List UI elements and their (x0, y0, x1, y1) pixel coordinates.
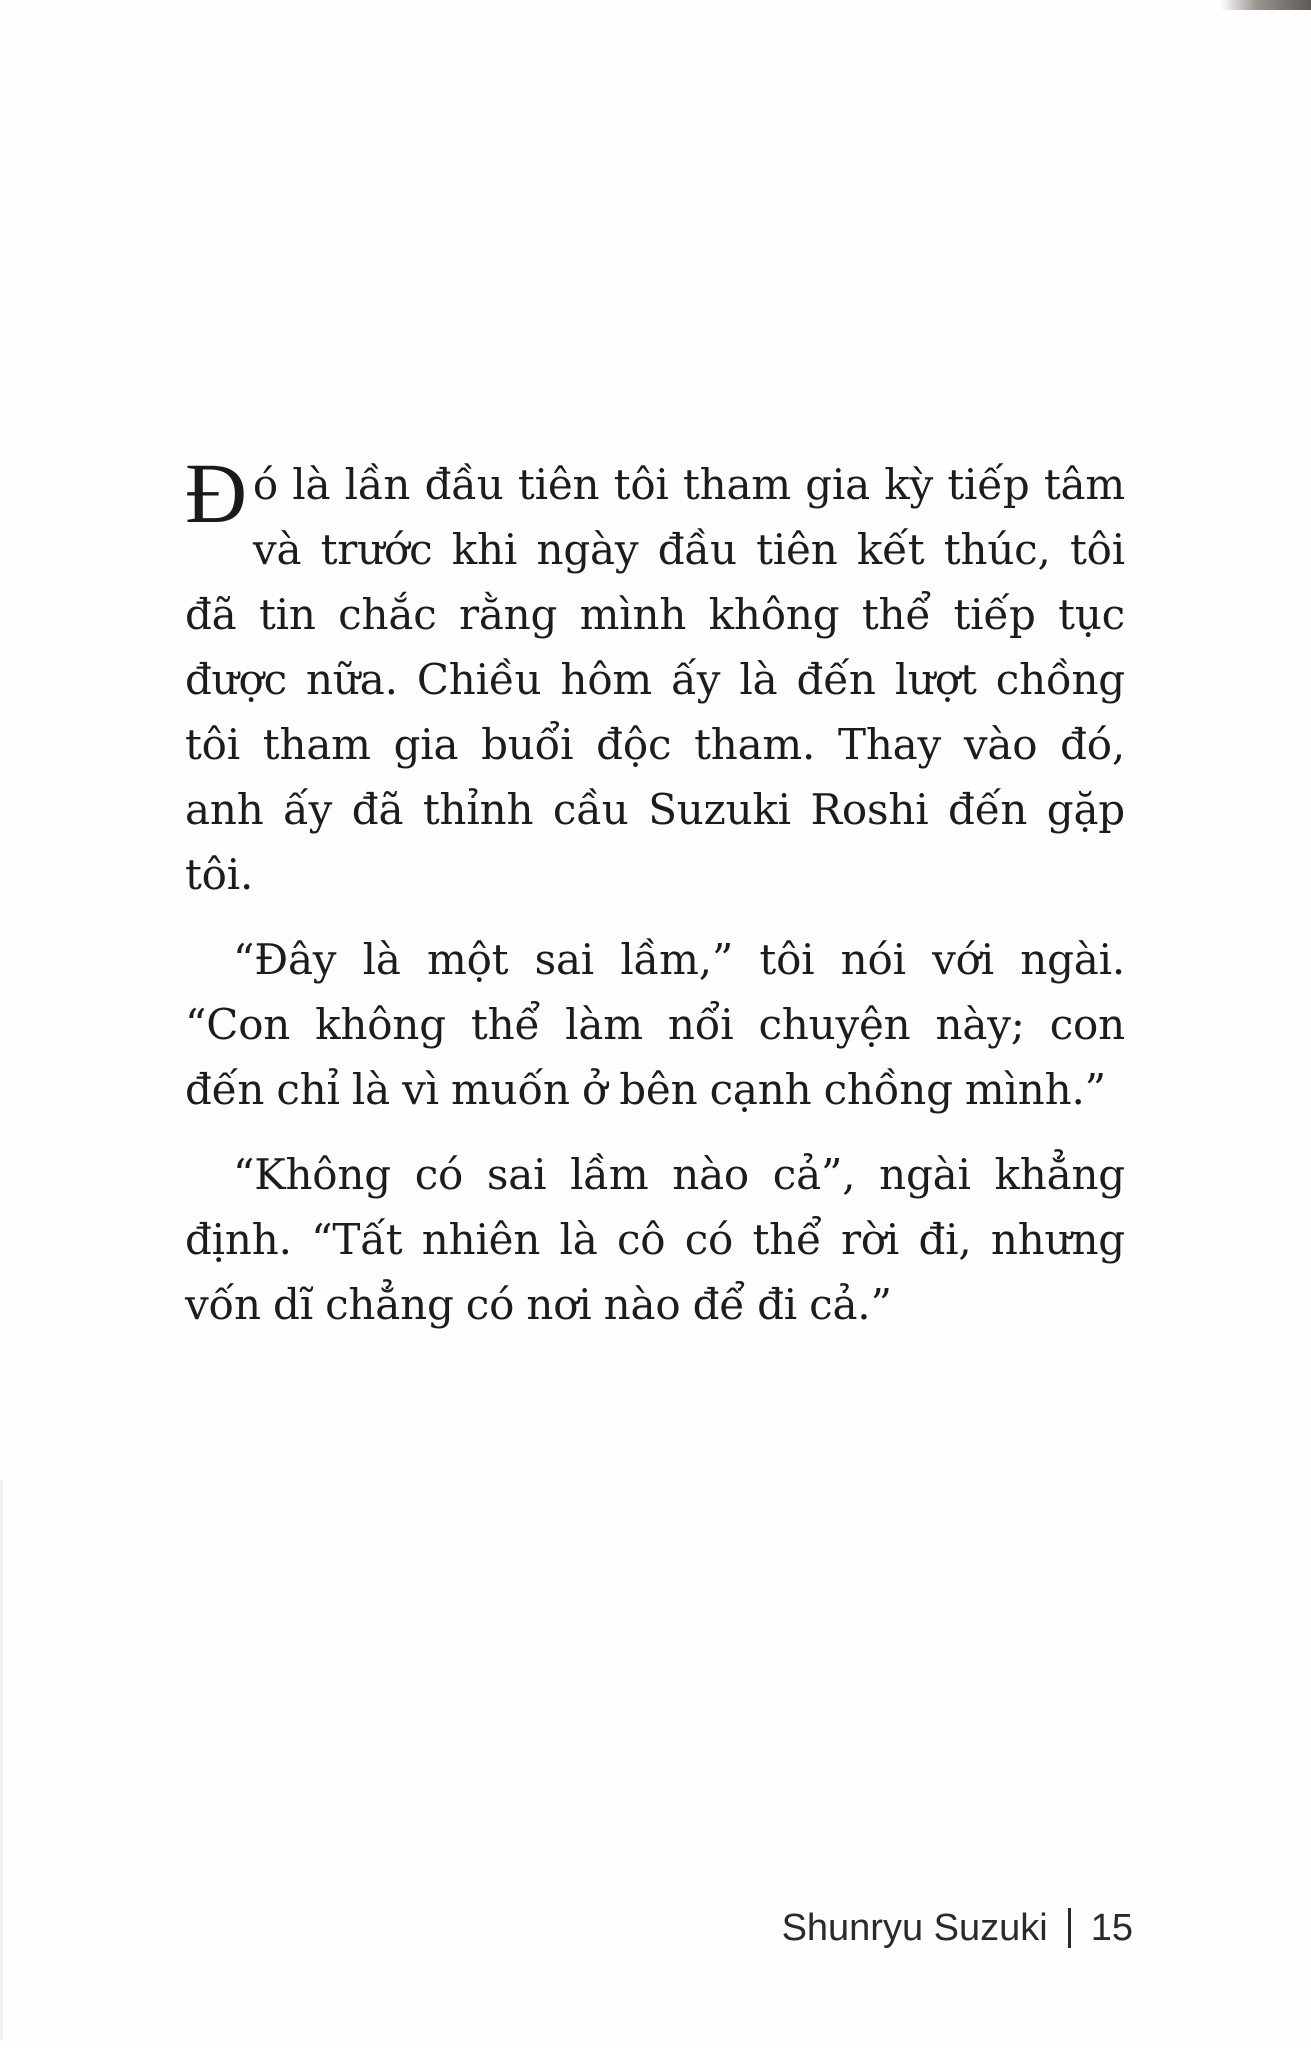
page-footer (782, 1900, 1133, 1956)
drop-cap: Đ (185, 445, 247, 541)
scan-edge-shadow (1221, 0, 1311, 10)
scan-edge-left (0, 1480, 3, 2040)
footer-author: Shunryu Suzuki (781, 1906, 1048, 1949)
paragraph-1 (185, 445, 1125, 907)
paragraph-1-text: ó là lần đầu tiên tôi tham gia kỳ tiếp tâm và trước khi ngày đầu tiên kết thúc, tôi đã tin chắc rằng mình không thể tiếp tục được nữa. Chiều hôm ấy là đến lượt chồng tôi tham gia buổi độc tham. Thay vào đó, anh ấy đã thỉnh cầu Suzuki Roshi đến gặp tôi. (185, 460, 1125, 899)
footer-separator (1068, 1908, 1071, 1948)
paragraph-2: “Đây là một sai lầm,” tôi nói với ngài. “Con không thể làm nổi chuyện này; con đến chỉ là vì muốn ở bên cạnh chồng mình.” (185, 935, 1125, 1114)
paragraph-3: “Không có sai lầm nào cả”, ngài khẳng định. “Tất nhiên là cô có thể rời đi, nhưng vốn dĩ chẳng có nơi nào để đi cả.” (185, 1150, 1125, 1329)
page-number: 15 (1090, 1906, 1133, 1949)
body-text (185, 445, 1125, 1357)
